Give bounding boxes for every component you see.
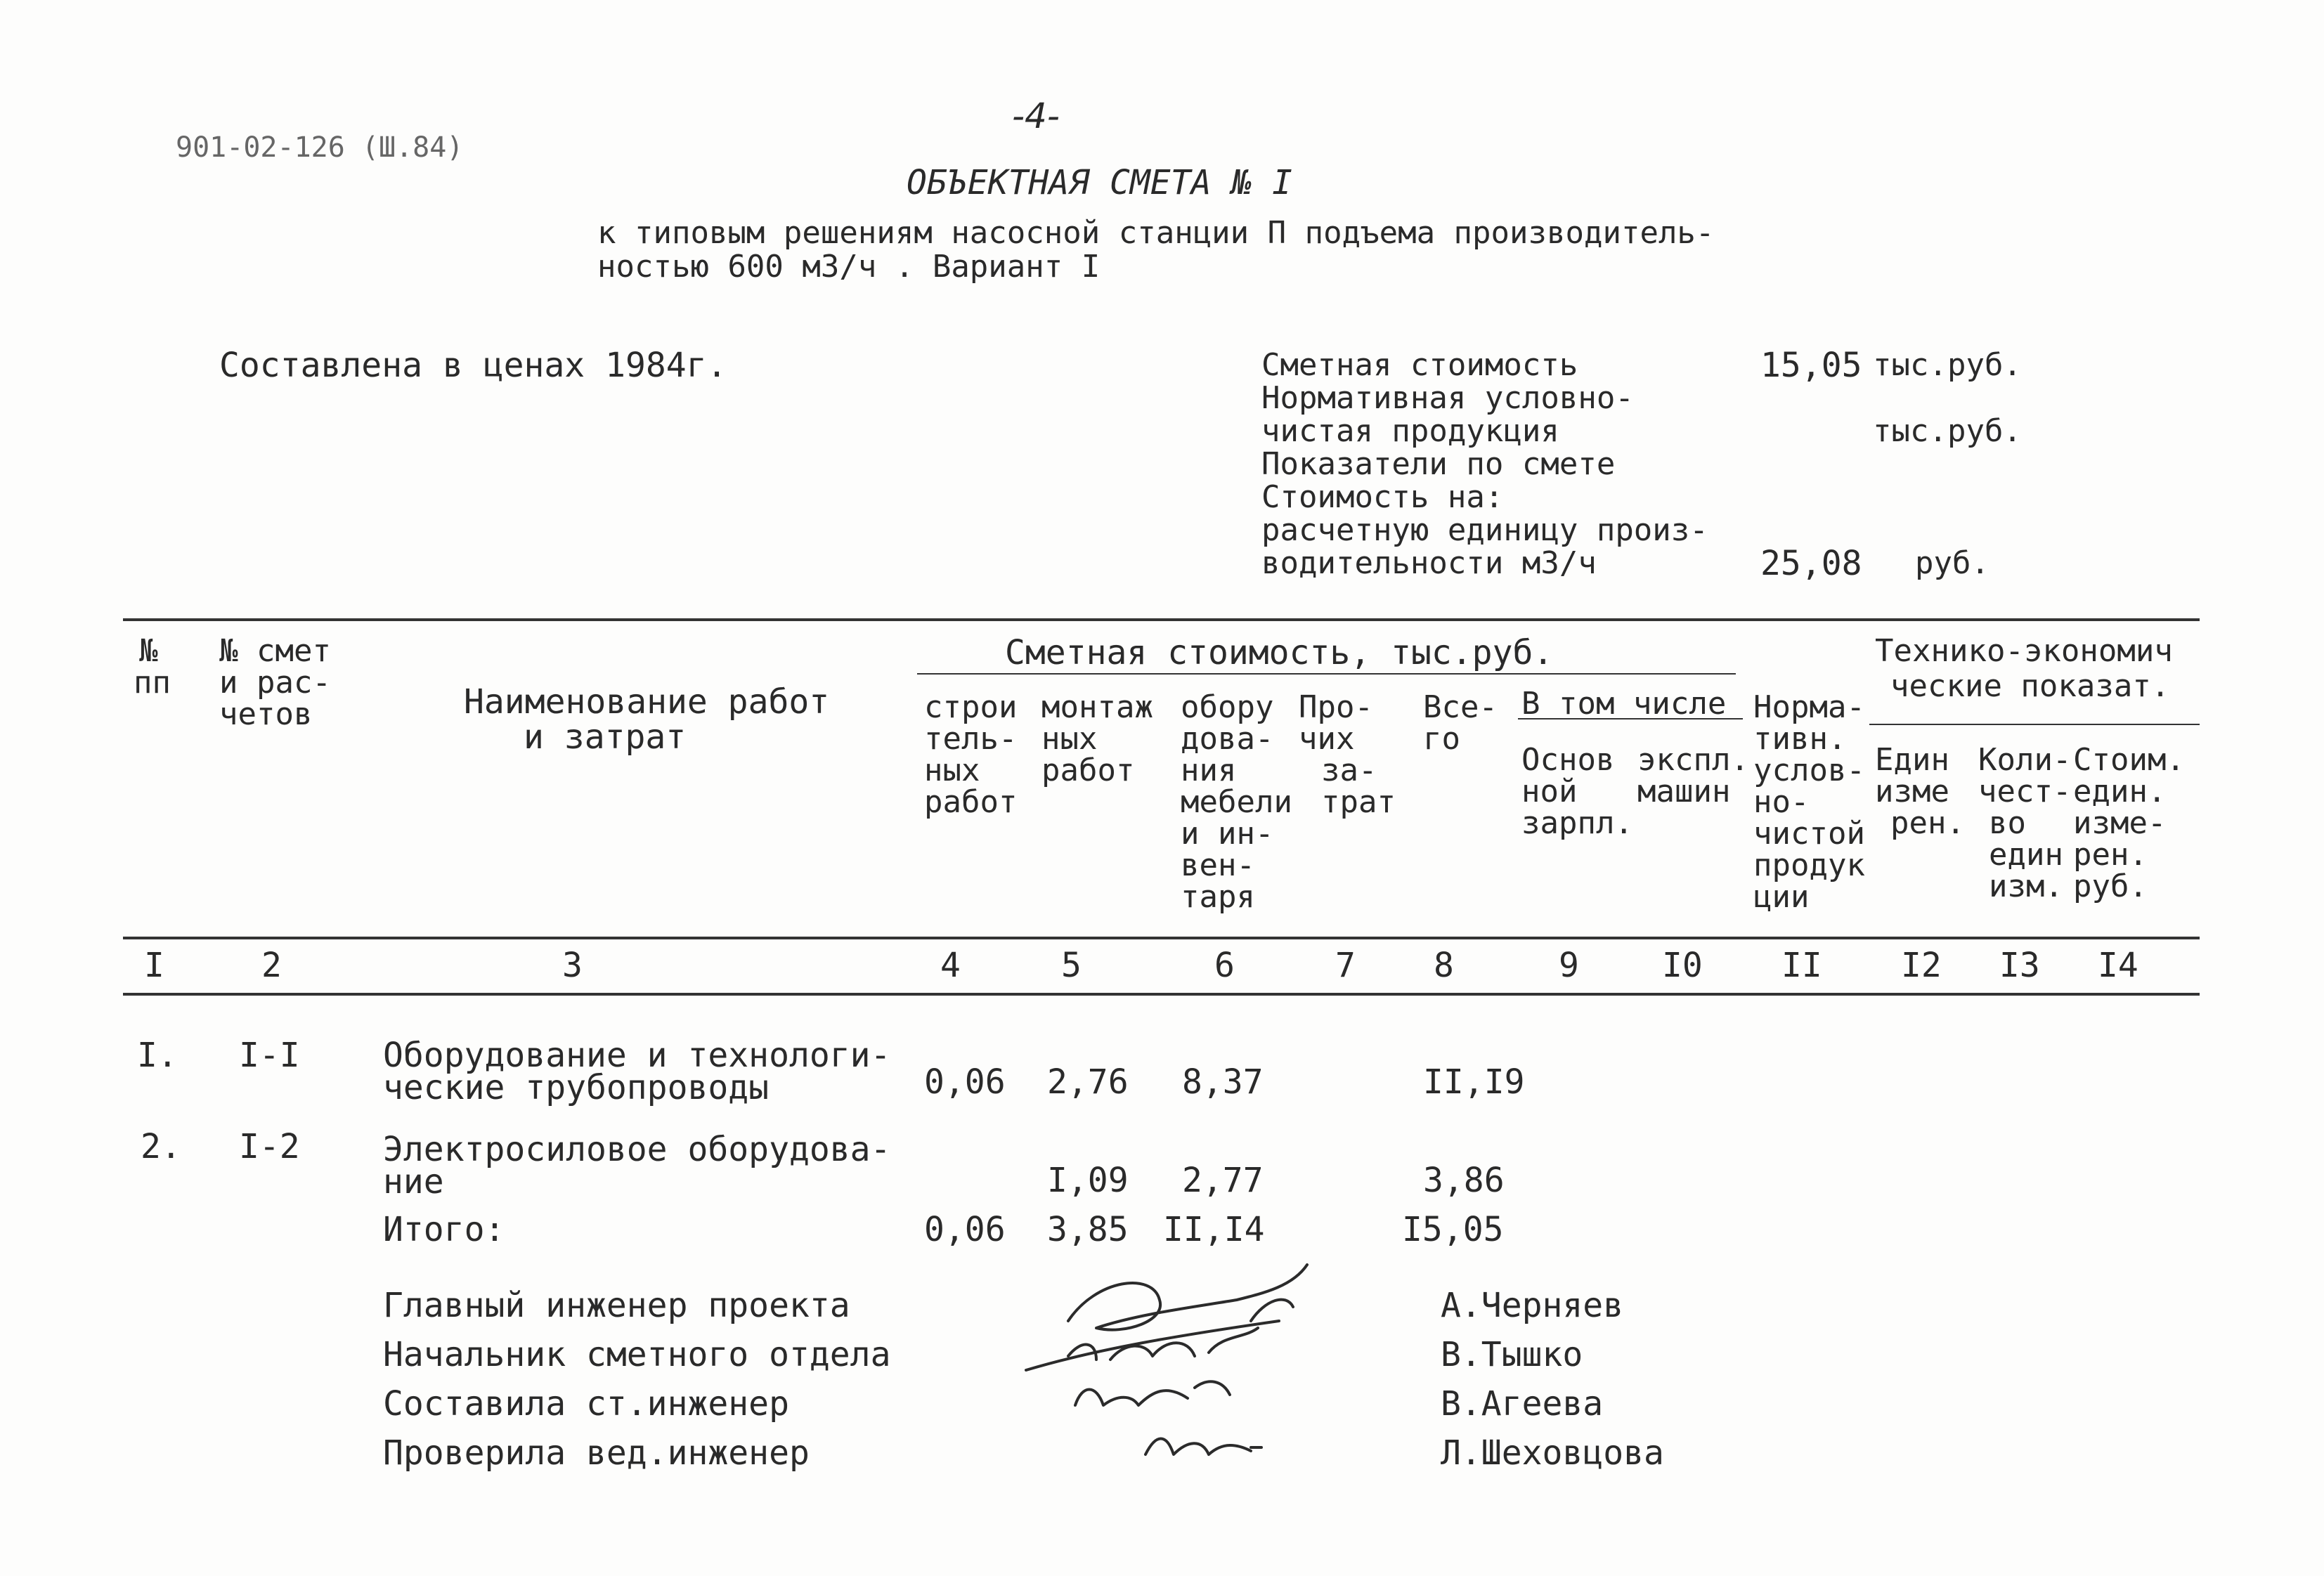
column-number: 2 xyxy=(261,946,282,985)
header-col4-line1: строи xyxy=(924,689,1018,725)
header-col7-line2: чих xyxy=(1299,721,1355,757)
header-col13-line5: изм. xyxy=(1989,868,2063,904)
column-number: 5 xyxy=(1061,946,1082,985)
row-name-line1: Электросиловое оборудова- xyxy=(383,1130,891,1169)
header-col12-line3: рен. xyxy=(1890,805,1965,841)
header-col5-line3: работ xyxy=(1041,753,1135,788)
row-installation-cost: 2,76 xyxy=(1047,1062,1129,1102)
column-number: 8 xyxy=(1434,946,1454,985)
header-col11-line5: чистой xyxy=(1753,816,1865,852)
row-name-line2: ческие трубопроводы xyxy=(383,1068,770,1107)
header-col12-line2: изме xyxy=(1875,774,1949,809)
header-col1-line2: пп xyxy=(134,665,171,701)
header-col13-line1: Коли- xyxy=(1978,742,2072,778)
header-col1-line1: № xyxy=(139,633,158,669)
header-col2-line1: № смет xyxy=(219,633,331,669)
header-tech-group-line1: Технико-экономич xyxy=(1875,633,2173,669)
header-col6-line6: вен- xyxy=(1181,847,1255,883)
header-col7-line1: Про- xyxy=(1299,689,1373,725)
cost-per-label: Стоимость на: xyxy=(1261,479,1504,515)
column-number: 9 xyxy=(1559,946,1579,985)
norm-label-1: Нормативная условно- xyxy=(1261,380,1634,416)
header-col11-line6: продук xyxy=(1753,847,1865,883)
signature-role: Начальник сметного отдела xyxy=(383,1335,891,1374)
header-col2-line3: четов xyxy=(219,696,313,732)
header-col14-line3: изме- xyxy=(2073,805,2167,841)
row-construction-cost: 0,06 xyxy=(924,1062,1006,1102)
norm-unit: тыс.руб. xyxy=(1873,413,2022,449)
header-col13-line3: во xyxy=(1989,805,2026,841)
header-col14-line2: един. xyxy=(2073,774,2167,809)
total-equipment-cost: II,I4 xyxy=(1163,1210,1265,1249)
row-installation-cost: I,09 xyxy=(1047,1161,1129,1200)
header-col12-line1: Един xyxy=(1875,742,1949,778)
header-col9-line3: зарпл. xyxy=(1521,805,1633,841)
signature-name: А.Черняев xyxy=(1441,1286,1624,1325)
header-col10-line2: машин xyxy=(1637,774,1731,809)
smet-cost-label: Сметная стоимость xyxy=(1261,347,1578,383)
row-estimate-ref: I-I xyxy=(239,1036,300,1075)
header-col7-line4: трат xyxy=(1321,784,1396,820)
column-number: 7 xyxy=(1335,946,1356,985)
header-col8-line1: Все- xyxy=(1423,689,1498,725)
row-number: I. xyxy=(137,1036,178,1075)
header-col3-line2: и затрат xyxy=(524,717,687,757)
row-estimate-ref: I-2 xyxy=(239,1127,300,1166)
row-total-cost: II,I9 xyxy=(1423,1062,1525,1102)
row-number: 2. xyxy=(141,1127,181,1166)
header-col6-line3: ния xyxy=(1181,753,1237,788)
header-col10-line1: экспл. xyxy=(1637,742,1749,778)
signature-role: Проверила вед.инженер xyxy=(383,1433,810,1473)
header-col5-line2: ных xyxy=(1041,721,1098,757)
column-number: I0 xyxy=(1662,946,1703,985)
header-col14-line5: руб. xyxy=(2073,868,2148,904)
header-col14-line1: Стоим. xyxy=(2073,742,2185,778)
column-number: I3 xyxy=(1999,946,2040,985)
header-col4-line2: тель- xyxy=(924,721,1018,757)
column-number: I xyxy=(144,946,164,985)
row-equipment-cost: 2,77 xyxy=(1182,1161,1264,1200)
column-number: I4 xyxy=(2098,946,2138,985)
header-col11-line1: Норма- xyxy=(1753,689,1865,725)
column-number: 3 xyxy=(562,946,583,985)
signature-role: Составила ст.инженер xyxy=(383,1384,789,1424)
header-col11-line3: услов- xyxy=(1753,753,1865,788)
total-label: Итого: xyxy=(383,1210,505,1249)
column-number: 4 xyxy=(940,946,961,985)
header-col9-line2: ной xyxy=(1521,774,1578,809)
subtitle-line-2: ностью 600 м3/ч . Вариант I xyxy=(597,249,1101,285)
column-number: 6 xyxy=(1214,946,1235,985)
header-col6-line7: таря xyxy=(1181,879,1255,915)
prices-basis: Составлена в ценах 1984г. xyxy=(219,346,727,385)
indicators-label: Показатели по смете xyxy=(1261,446,1616,482)
header-col9-line1: Основ xyxy=(1521,742,1615,778)
signature-name: Л.Шеховцова xyxy=(1441,1433,1664,1473)
smet-cost-value: 15,05 xyxy=(1760,346,1862,385)
row-equipment-cost: 8,37 xyxy=(1182,1062,1264,1102)
header-col4-line4: работ xyxy=(924,784,1018,820)
header-col13-line4: един xyxy=(1989,837,2063,873)
signature-name: В.Агеева xyxy=(1441,1384,1604,1424)
norm-label-2: чистая продукция xyxy=(1261,413,1559,449)
header-col14-line4: рен. xyxy=(2073,837,2148,873)
header-col11-line2: тивн. xyxy=(1753,721,1847,757)
header-col3-line1: Наименование работ xyxy=(464,682,830,722)
header-col2-line2: и рас- xyxy=(219,665,331,701)
header-col6-line5: и ин- xyxy=(1181,816,1274,852)
unit-value: 25,08 xyxy=(1760,544,1862,583)
document-title: ОБЪЕКТНАЯ СМЕТА № I xyxy=(907,163,1293,202)
subtitle-line-1: к типовым решениям насосной станции П подъема производитель- xyxy=(597,215,1715,251)
header-subgroup: В том числе xyxy=(1521,686,1727,722)
row-total-cost: 3,86 xyxy=(1423,1161,1505,1200)
total-all-cost: I5,05 xyxy=(1402,1210,1504,1249)
total-installation-cost: 3,85 xyxy=(1047,1210,1129,1249)
document-code: 901-02-126 (Ш.84) xyxy=(176,131,464,164)
header-tech-group-line2: ческие показат. xyxy=(1890,668,2170,704)
column-number: I2 xyxy=(1901,946,1942,985)
row-name-line1: Оборудование и технологи- xyxy=(383,1036,891,1075)
header-col4-line3: ных xyxy=(924,753,980,788)
header-col8-line2: го xyxy=(1423,721,1460,757)
header-col5-line1: монтаж xyxy=(1041,689,1153,725)
header-col11-line4: но- xyxy=(1753,784,1810,820)
column-number: II xyxy=(1781,946,1822,985)
unit-unit: руб. xyxy=(1915,545,1989,581)
header-col13-line2: чест- xyxy=(1978,774,2072,809)
unit-label-2: водительности м3/ч xyxy=(1261,545,1597,581)
total-construction-cost: 0,06 xyxy=(924,1210,1006,1249)
header-col6-line4: мебели xyxy=(1181,784,1292,820)
row-name-line2: ние xyxy=(383,1162,444,1201)
smet-cost-unit: тыс.руб. xyxy=(1873,347,2022,383)
page-number: -4- xyxy=(1012,96,1060,136)
header-col11-line7: ции xyxy=(1753,879,1810,915)
header-col6-line1: обору xyxy=(1181,689,1274,725)
header-col7-line3: за- xyxy=(1321,753,1377,788)
signature-role: Главный инженер проекта xyxy=(383,1286,850,1325)
unit-label-1: расчетную единицу произ- xyxy=(1261,512,1708,548)
header-cost-group: Сметная стоимость, тыс.руб. xyxy=(1005,633,1554,672)
header-col6-line2: дова- xyxy=(1181,721,1274,757)
signature-name: В.Тышко xyxy=(1441,1335,1583,1374)
